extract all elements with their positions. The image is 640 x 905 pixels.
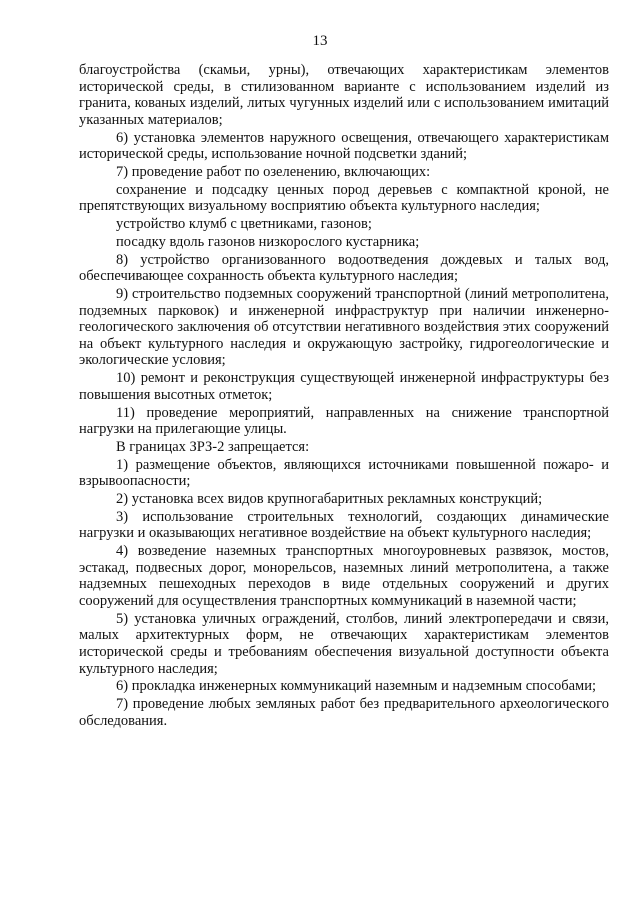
paragraph: 2) установка всех видов крупногабаритных рекламных конструкций; — [116, 491, 543, 508]
paragraph: 9) строительство подземных сооружений транспортной (линий метрополитена, подземных парковок) и инженерной инфраструктур при наличии инженерно-геологического заключения об отсутствии негативного воздействия этих сооружений на объект культурного наследия и окружающую застройку, гидрогеологические и экологические условия; — [79, 286, 609, 369]
paragraph: 3) использование строительных технологий, создающих динамические нагрузки и оказывающих негативное воздействие на объект культурного наследия; — [79, 508, 609, 542]
paragraph: 11) проведение мероприятий, направленных на снижение транспортной нагрузки на прилегающие улицы. — [79, 404, 609, 438]
paragraph: 6) установка элементов наружного освещения, отвечающего характеристикам исторической среды, использование ночной подсветки зданий; — [79, 129, 609, 163]
paragraph: сохранение и подсадку ценных пород деревьев с компактной кроной, не препятствующих визуальному восприятию объекта культурного наследия; — [79, 181, 609, 215]
paragraph: 7) проведение любых земляных работ без предварительного археологического обследования. — [79, 696, 609, 729]
paragraph: устройство клумб с цветниками, газонов; — [116, 216, 372, 233]
paragraph: 5) установка уличных ограждений, столбов, линий электропередачи и связи, малых архитектурных форм, не отвечающих характеристикам элементов исторической среды и требованиям обеспечения визуальной доступности объекта культурного наследия; — [79, 610, 609, 677]
body-text — [79, 62, 609, 731]
paragraph: посадку вдоль газонов низкорослого кустарника; — [116, 233, 420, 250]
page-number: 13 — [312, 33, 328, 49]
paragraph: 10) ремонт и реконструкция существующей инженерной инфраструктуры без повышения высотных отметок; — [79, 370, 609, 403]
paragraph: 6) прокладка инженерных коммуникаций наземным и надземным способами; — [116, 678, 597, 695]
paragraph: 4) возведение наземных транспортных многоуровневых развязок, мостов, эстакад, подвесных дорог, монорельсов, наземных линий метрополитена, а также надземных пешеходных переходов в виде отдельных сооружений и других сооружений для осуществления транспортных коммуникаций в наземной части; — [79, 543, 609, 610]
paragraph: 1) размещение объектов, являющихся источниками повышенной пожаро- и взрывоопасности; — [79, 456, 609, 490]
paragraph: благоустройства (скамьи, урны), отвечающих характеристикам элементов исторической среды, в стилизованном варианте с использованием изделий из гранита, кованых изделий, литых чугунных изделий или с использованием имитаций указанных материалов; — [79, 62, 609, 128]
paragraph: 8) устройство организованного водоотведения дождевых и талых вод, обеспечивающее сохранность объекта культурного наследия; — [79, 251, 609, 285]
paragraph: В границах ЗРЗ-2 запрещается: — [116, 438, 310, 455]
paragraph: 7) проведение работ по озеленению, включающих: — [116, 163, 431, 180]
